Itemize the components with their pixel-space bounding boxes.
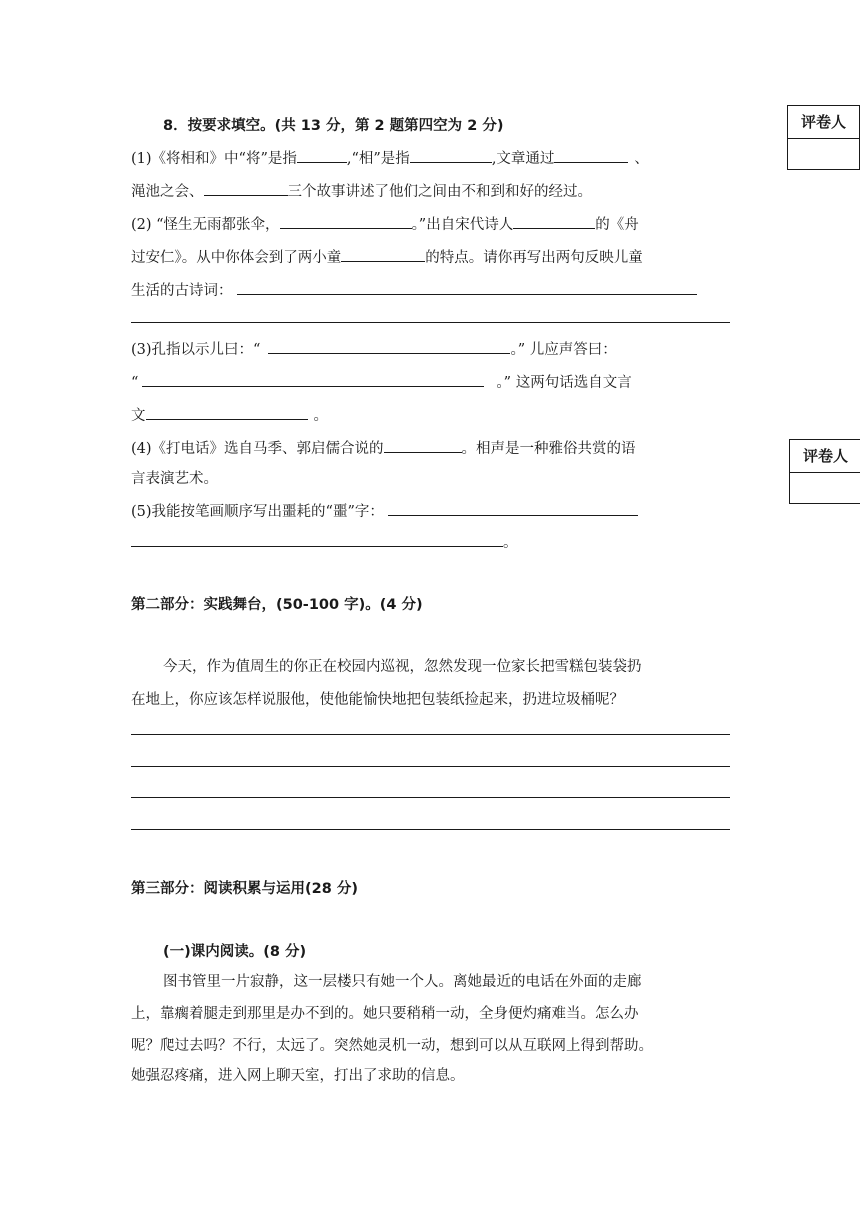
text: (2) “怪生无雨都张伞， (131, 217, 280, 233)
blank-stroke-order-1[interactable] (388, 501, 638, 517)
text: 。相声是一种雅俗共赏的语 (461, 441, 636, 457)
text: 。”出自宋代诗人 (411, 217, 514, 233)
text: 的《舟 (595, 217, 639, 233)
text: 。” 儿应声答曰： (510, 342, 617, 358)
grader-score-cell[interactable] (788, 139, 859, 169)
blank-poet[interactable] (513, 214, 595, 230)
q8-part4-line1 (131, 437, 636, 458)
text: 过安仁》。从中你体会到了两小童 (131, 250, 342, 266)
answer-line[interactable] (131, 734, 730, 735)
blank-general-meaning[interactable] (297, 148, 347, 164)
part2-title: 第二部分：实践舞台，(50-100 字)。(4 分) (131, 597, 423, 613)
answer-line[interactable] (131, 797, 730, 798)
q8-part3-line3 (131, 404, 328, 425)
text: (4)《打电话》选自马季、郭启儒合说的 (131, 441, 384, 457)
blank-poem-line[interactable] (280, 214, 412, 230)
answer-line[interactable] (131, 766, 730, 767)
blank-children-poems[interactable] (237, 280, 697, 296)
text: 文 (131, 408, 146, 424)
grader-label: 评卷人 (790, 440, 860, 473)
text: (5)我能按笔画顺序写出噩耗的“噩”字： (131, 504, 384, 520)
q8-part4-line2: 言表演艺术。 (131, 471, 218, 487)
text: ,“相”是指 (346, 151, 410, 167)
reading-line-1: 图书管里一片寂静，这一层楼只有她一个人。离她最近的电话在外面的走廊 (163, 974, 642, 990)
text: 、 (634, 151, 649, 167)
text: (1)《将相和》中“将”是指 (131, 151, 297, 167)
text: 。” 这两句话选自文言 (496, 375, 632, 391)
text: “ (131, 375, 139, 391)
q8-part2-line2 (131, 246, 643, 267)
text: 三个故事讲述了他们之间由不和到和好的经过。 (287, 184, 592, 200)
q8-part5-line1 (131, 500, 638, 521)
reading-line-2: 上，靠瘸着腿走到那里是办不到的。她只要稍稍一动，全身便灼痛难当。怎么办 (131, 1006, 639, 1022)
grader-score-cell[interactable] (790, 473, 860, 503)
blank-kongzi-quote[interactable] (268, 339, 510, 355)
blank-minister-meaning[interactable] (410, 148, 492, 164)
text: 渑池之会、 (131, 184, 204, 200)
grader-box-2 (789, 439, 860, 504)
blank-crosstalk[interactable] (384, 438, 462, 454)
grader-box-1 (787, 105, 860, 170)
q8-part2-line1 (131, 213, 639, 234)
text: (3)孔指以示儿曰：“ (131, 342, 261, 358)
part2-prompt-line1: 今天，作为值周生的你正在校园内巡视，忽然发现一位家长把雪糕包装袋扔 (163, 659, 642, 675)
text: 生活的古诗词： (131, 283, 233, 299)
grader-label: 评卷人 (788, 106, 859, 139)
q8-part5-line2 (131, 531, 518, 552)
blank-stroke-order-2[interactable] (131, 532, 503, 548)
part3-subsection-title: (一)课内阅读。(8 分) (163, 944, 307, 960)
blank-child-reply[interactable] (142, 372, 484, 388)
blank-story-3[interactable] (204, 181, 288, 197)
reading-line-3: 呢？爬过去吗？不行，太远了。突然她灵机一动，想到可以从互联网上得到帮助。 (131, 1038, 653, 1054)
part3-title: 第三部分：阅读积累与运用(28 分) (131, 881, 358, 897)
q8-part3-line2 (131, 371, 632, 392)
blank-children-trait[interactable] (341, 247, 425, 263)
answer-line[interactable] (131, 322, 730, 323)
q8-part3-line1 (131, 338, 617, 359)
q8-part1-line2 (131, 180, 592, 201)
answer-line[interactable] (131, 829, 730, 830)
text: 。 (313, 408, 328, 424)
reading-line-4: 她强忍疼痛，进入网上聊天室，打出了求助的信息。 (131, 1068, 465, 1084)
part2-prompt-line2: 在地上，你应该怎样说服他，使他能愉快地把包装纸捡起来，扔进垃圾桶呢？ (131, 692, 624, 708)
question-8-title: 8．按要求填空。(共 13 分，第 2 题第四空为 2 分) (163, 118, 504, 134)
q8-part2-line3 (131, 279, 697, 300)
text: 的特点。请你再写出两句反映儿童 (425, 250, 643, 266)
blank-story-1[interactable] (554, 148, 628, 164)
text: ,文章通过 (491, 151, 555, 167)
text: 。 (503, 535, 518, 551)
q8-part1-line1 (131, 147, 649, 168)
blank-text-source[interactable] (146, 405, 308, 421)
